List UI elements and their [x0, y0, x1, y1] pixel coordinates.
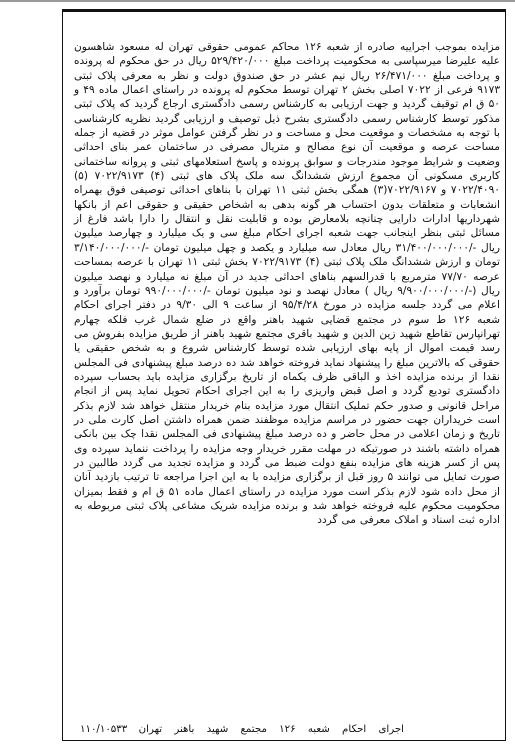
notice-reference-code: ۱۱۰/۱۰۵۳۳ [80, 724, 128, 735]
issuer-signature: اجرای احکام شعبه ۱۲۶ مجتمع شهید باهنر تهران [138, 724, 404, 735]
notice-footer [74, 722, 500, 738]
top-edge-line [0, 0, 515, 2]
auction-notice-text: مزایده بموجب اجراییه صادره از شعبه ۱۲۶ محاکم عمومی حقوقی تهران له مسعود شاهسون علیه علیرضا میرسپاسی به محکومیت پرداخت مبلغ ۵۲۹/۴۲۰/۰۰۰ ریال در حق محکوم له پرونده و پرداخت مبلغ ۲۶/۴۷۱/۰۰۰ ریال نیم عشر در حق صندوق دولت و نظر به معرفی پلاک ثبتی ۹۱۷۳ فرعی از ۷۰۲۲ اصلی بخش ۲ تهران توسط محکوم له پرونده در راستای اعمال ماده ۴۹ و ۵۰ ق ام توقیف گردید و جهت ارزیابی به کارشناس رسمی دادگستری ارجاع گردید که پلاک ثبتی مذکور توسط کارشناس رسمی دادگستری بشرح ذیل توصیف و ارزیابی گردید نظریه کارشناسی با توجه به مشخصات و موقعیت محل و مساحت و در نظر گرفتن عوامل موثر در قضیه از جمله مساحت عرصه و موقعیت آن نوع مصالح و متریال مصرفی در ساختمان عمر بنای احداثی وضعیت و شرایط موجود مندرجات و سوابق پرونده و پاسخ استعلامهای ثبتی و پروانه ساختمانی کاربری مسکونی آن مجموع ارزش ششدانگ سه ملک پلاک های ثبتی (۴) ۷۰۲۲/۹۱۷۳ (۵) ۷۰۲۲/۴۰۹۰ و ۷۰۲۲/۹۱۶۷(۳) همگی بخش ثبتی ۱۱ تهران با بناهای احداثی توصیفی فوق بهمراه انشعابات و متعلقات بدون احتساب هر گونه بدهی به اشخاص حقیقی و حقوقی اعم از بانکها شهرداریها ادارات دارایی چنانچه بلامعارض بوده و قابلیت نقل و انتقال را دارا باشد فارغ از مسائل ثبتی بنظر اینجانب جهت شعبه اجرای احکام مبلغ سی و یک میلیارد و چهارصد میلیون ریال -/۳۱/۴۰۰/۰۰۰/۰۰۰ ریال معادل سه میلیارد و یکصد و چهل میلیون تومان -/۳/۱۴۰/۰۰۰/۰۰۰ تومان و ارزش ششدانگ ملک پلاک ثبتی (۴) ۷۰۲۲/۹۱۷۳ بخش ثبتی ۱۱ تهران با عرصه بمساحت عرصه ۷۷/۷۰ مترمربع با قدرالسهم بناهای احداثی جدید در آن مبلغ نه میلیارد و نهصد میلیون ریال (-/۹/۹۰۰/۰۰۰/۰۰۰ ریال ) معادل نهصد و نود میلیون تومان -/۹۹۰/۰۰۰/۰۰۰ تومان برآورد و اعلام می گردد جلسه مزایده در مورخ ۹۵/۴/۲۸ از ساعت ۹ الی ۹/۳۰ در دفتر اجرای احکام شعبه ۱۲۶ ط سوم در مجتمع قضایی شهید باهنر واقع در ضلع شمال غرب فلکه چهارم تهرانپارس تقاطع شهید زین الدین و شهید باقری مجتمع شهید باهنر از طریق مزایده بفروش می رسد قیمت اموال از پایه بهای ارزیابی شده توسط کارشناس شروع و به شخص حقیقی یا حقوقی که بالاترین مبلغ را پیشنهاد نماید فروخته خواهد شد ده درصد مبلغ پیشنهادی فی المجلس نقدا از برنده مزایده اخذ و الباقی ظرف یکماه از تاریخ برگزاری مزایده باید بحساب سپرده دادگستری تودیع گردد و اصل قبض واریزی را به این اجرای احکام تحویل نماید پس از انجام مراحل قانونی و صدور حکم تملیک انتقال مورد مزایده بنام خریدار منتقل خواهد شد لازم بذکر است خریداران جهت حضور در مراسم مزایده موظفند ضمن همراه داشتن اصل کارت ملی در تاریخ و زمان اعلامی در محل حاضر و ده درصد مبلغ پیشنهادی فی المجلس نقدا چک بین بانکی همراه داشته باشند در صورتیکه در مهلت مقرر خریدار وجه مزایده را پرداخت ننماید سپرده وی پس از کسر هزینه های مزایده بنفع دولت ضبط می گردد و مزایده تجدید می گردد طالبین در صورت تمایل می توانند ۵ روز قبل از برگزاری مزایده با به این اجرا مراجعه تا ترتیب بازدید آنان از محل داده شود لازم بذکر است مورد مزایده در راستای اعمال ماده ۵۱ ق ام و فقط بمیزان محکومیت محکوم علیه فروخته خواهد شد و برنده مزایده شریک مشاعی پلاک ثبتی مربوطه به اداره ثبت اسناد و املاک معرفی می گردد [74, 41, 501, 527]
notice-frame-top-border [62, 9, 506, 12]
